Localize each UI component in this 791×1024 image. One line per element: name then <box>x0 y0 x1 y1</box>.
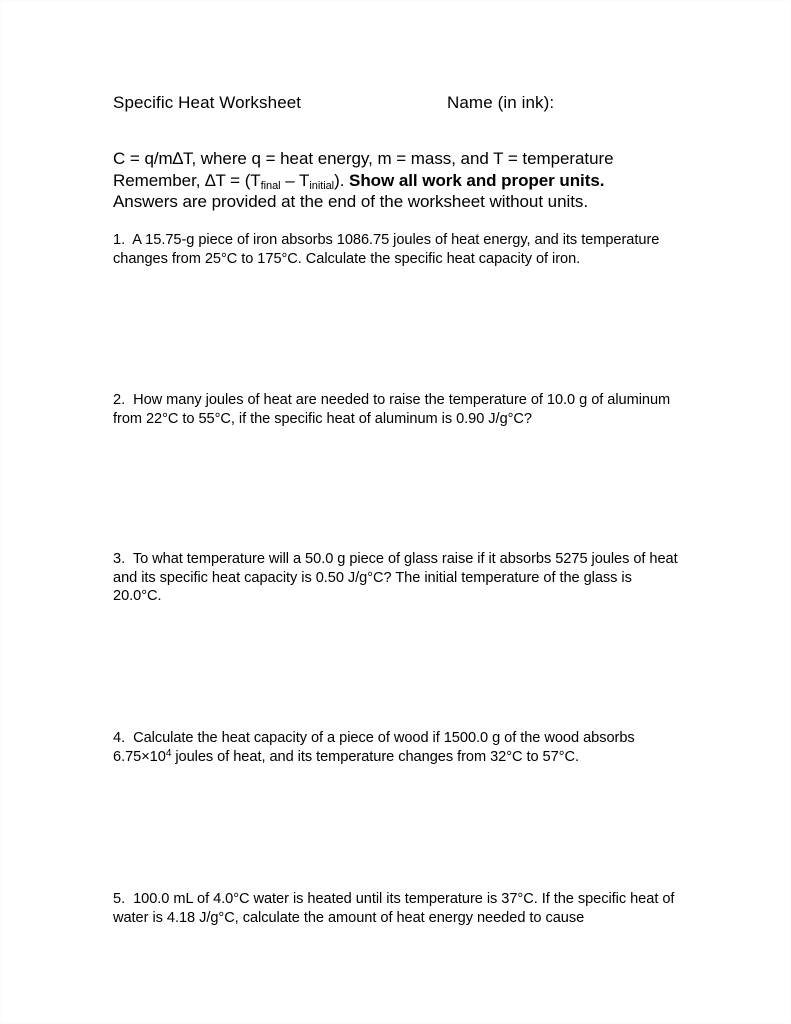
name-field-label: Name (in ink): <box>447 93 555 112</box>
delta-t-middle: – T <box>280 170 310 190</box>
delta-t-prefix: Remember, ∆T = (T <box>113 170 261 190</box>
problem-text: A 15.75-g piece of iron absorbs 1086.75 joules of heat energy, and its temperature changes from 25°C to 175°C. Calculate the specific heat capacity of iron. <box>113 232 660 267</box>
page-title: Specific Heat Worksheet <box>113 93 302 112</box>
subscript-final: final <box>260 179 281 192</box>
formula-instructions-block <box>113 148 688 213</box>
problem-item <box>113 550 683 606</box>
problem-item <box>113 729 683 766</box>
subscript-initial: initial <box>309 179 335 192</box>
problem-text: To what temperature will a 50.0 g piece of glass raise if it absorbs 5275 joules of heat and its specific heat capacity is 0.50 J/g°C? The initial temperature of the glass is 20.0°C. <box>113 551 678 605</box>
problem-number: 2. <box>113 392 126 408</box>
problem-item <box>113 231 683 268</box>
problem-number: 5. <box>113 891 126 907</box>
delta-t-instruction-line <box>113 170 688 192</box>
scientific-notation-exponent: 4 <box>165 747 172 759</box>
problem-number: 4. <box>113 730 126 746</box>
problem-number: 3. <box>113 551 126 567</box>
delta-t-suffix: ). <box>334 170 350 190</box>
formula-line: C = q/m∆T, where q = heat energy, m = mass, and T = temperature <box>113 149 614 168</box>
problem-text: 100.0 mL of 4.0°C water is heated until its temperature is 37°C. If the specific heat of water is 4.18 J/g°C, calculate the amount of heat energy needed to cause <box>113 891 675 926</box>
problem-text-continued: joules of heat, and its temperature changes from 32°C to 57°C. <box>171 748 579 765</box>
problem-number: 1. <box>113 232 126 248</box>
problem-item <box>113 391 683 428</box>
worksheet-header <box>113 92 679 116</box>
show-work-emphasis: Show all work and proper units. <box>349 170 605 190</box>
problem-text: Calculate the heat capacity of a piece of wood if 1500.0 g of the wood absorbs 6.75×10 <box>113 730 635 765</box>
answers-note-line: Answers are provided at the end of the worksheet without units. <box>113 192 589 211</box>
problem-item <box>113 890 683 927</box>
problem-text: How many joules of heat are needed to raise the temperature of 10.0 g of aluminum from 22°C to 55°C, if the specific heat of aluminum is 0.90 J/g°C? <box>113 392 671 427</box>
